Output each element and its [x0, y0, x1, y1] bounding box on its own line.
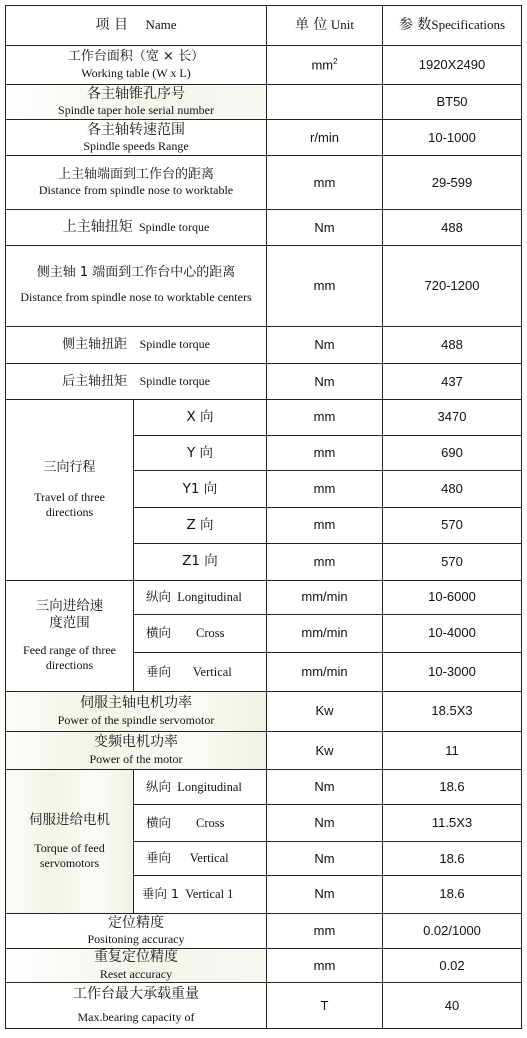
row-name-zh: 侧主轴扭距	[62, 337, 128, 353]
row-spec: 18.6	[383, 842, 522, 876]
travel-direction: Z1 向	[134, 544, 267, 580]
servo-direction	[134, 876, 267, 913]
row-unit: mm	[267, 949, 383, 983]
row-unit: mm	[267, 507, 383, 543]
travel-direction: Z 向	[134, 507, 267, 543]
row-unit: Nm	[267, 804, 383, 841]
row-spec: 10-3000	[383, 653, 522, 691]
row-name-zh: 工作台面积（宽 × 长）	[67, 49, 205, 65]
row-spec: 0.02	[383, 949, 522, 983]
row-name-en: Power of the spindle servomotor	[57, 712, 215, 727]
feed-direction	[134, 580, 267, 614]
row-unit: mm	[267, 246, 383, 327]
row-spec: 570	[383, 544, 522, 580]
row-name-zh: 各主轴锥孔序号	[87, 85, 185, 102]
row-unit: mm/min	[267, 653, 383, 691]
row-name-en: Power of the motor	[89, 751, 183, 766]
row-unit: Nm	[267, 876, 383, 913]
row-spec: 29-599	[383, 156, 522, 210]
row-spec: 3470	[383, 399, 522, 435]
row-name-zh: 各主轴转速范围	[87, 121, 185, 138]
row-unit: mm	[267, 399, 383, 435]
row-spec: 1920X2490	[383, 46, 522, 84]
row-name-cell	[6, 691, 267, 731]
servo-dir-zh: 垂向 1	[142, 886, 179, 902]
table-row	[6, 209, 522, 245]
row-unit: Nm	[267, 209, 383, 245]
row-name-cell	[6, 209, 267, 245]
table-row	[6, 327, 522, 364]
travel-zh: 三向行程	[43, 459, 96, 475]
feed-zh: 三向进给速度范围	[35, 597, 104, 631]
feed-dir-zh: 横向	[146, 625, 172, 641]
row-unit: mm	[267, 544, 383, 580]
row-name-en: Distance from spindle nose to worktable centers	[20, 289, 252, 304]
row-unit: mm	[267, 913, 383, 948]
header-item-zh: 项 目	[95, 16, 128, 33]
row-unit: mm/min	[267, 580, 383, 614]
feed-dir-en: Longitudinal	[177, 589, 242, 604]
row-name-cell	[6, 364, 267, 399]
travel-direction: X 向	[134, 399, 267, 435]
feed-group-cell	[6, 580, 134, 691]
row-name-cell	[6, 731, 267, 769]
header-spec-zh: 参 数	[398, 16, 432, 33]
row-spec: 18.6	[383, 770, 522, 804]
row-name-en: Reset accuracy	[99, 966, 173, 981]
table-row	[6, 120, 522, 156]
row-name-cell	[6, 156, 267, 210]
row-unit: r/min	[267, 120, 383, 156]
header-spec-en: Specifications	[431, 16, 506, 32]
header-spec-cell	[383, 6, 522, 46]
servo-group-cell	[6, 770, 134, 913]
header-unit-zh: 单 位	[294, 16, 328, 33]
row-spec: BT50	[383, 84, 522, 119]
feed-dir-en: Cross	[196, 626, 225, 641]
servo-dir-en: Longitudinal	[177, 779, 242, 794]
feed-dir-zh: 纵向	[146, 588, 172, 604]
row-spec: 488	[383, 327, 522, 364]
table-row	[6, 913, 522, 948]
row-spec: 10-4000	[383, 614, 522, 652]
table-row	[6, 949, 522, 983]
row-unit: Kw	[267, 691, 383, 731]
row-unit: T	[267, 983, 383, 1029]
row-unit: mm	[267, 436, 383, 471]
row-name-zh: 伺服主轴电机功率	[80, 695, 192, 712]
row-name-zh: 工作台最大承载重量	[73, 986, 199, 1003]
table-row	[6, 364, 522, 399]
header-unit-en: Unit	[330, 16, 355, 32]
servo-dir-zh: 横向	[146, 814, 172, 830]
row-name-zh: 后主轴扭矩	[62, 373, 128, 389]
row-name-cell	[6, 120, 267, 156]
servo-dir-en: Vertical	[189, 851, 229, 866]
row-spec: 11	[383, 731, 522, 769]
row-unit: Kw	[267, 731, 383, 769]
feed-dir-zh: 垂向	[146, 663, 172, 679]
table-row	[6, 46, 522, 84]
row-name-en: Spindle speeds Range	[83, 139, 189, 154]
travel-direction: Y 向	[134, 436, 267, 471]
feed-dir-en: Vertical	[192, 664, 232, 679]
table-row	[6, 580, 522, 614]
row-name-zh: 定位精度	[108, 914, 164, 931]
row-unit: mm/min	[267, 614, 383, 652]
row-unit: mm	[267, 471, 383, 507]
row-unit: Nm	[267, 842, 383, 876]
row-name-zh: 重复定位精度	[94, 949, 178, 966]
row-name-zh: 变频电机功率	[94, 734, 178, 751]
table-row	[6, 246, 522, 327]
row-name-en: Spindle torque	[139, 337, 210, 352]
servo-direction	[134, 804, 267, 841]
servo-direction	[134, 770, 267, 804]
header-row	[6, 6, 522, 46]
row-spec: 690	[383, 436, 522, 471]
servo-zh: 伺服进给电机	[29, 812, 110, 829]
header-item-en: Name	[145, 16, 177, 32]
row-unit	[267, 84, 383, 119]
row-name-en: Positoning accuracy	[87, 932, 185, 947]
row-unit: $mm^2$	[267, 46, 383, 84]
row-name-cell	[6, 949, 267, 983]
table-row	[6, 770, 522, 804]
row-name-cell	[6, 983, 267, 1029]
row-name-en: Working table (W x L)	[81, 65, 191, 80]
row-spec: 720-1200	[383, 246, 522, 327]
row-spec: 0.02/1000	[383, 913, 522, 948]
row-name-cell	[6, 84, 267, 119]
row-spec: 480	[383, 471, 522, 507]
row-spec: 437	[383, 364, 522, 399]
table-row	[6, 731, 522, 769]
table-row	[6, 84, 522, 119]
row-spec: 40	[383, 983, 522, 1029]
servo-direction	[134, 842, 267, 876]
row-spec: 488	[383, 209, 522, 245]
table-row	[6, 983, 522, 1029]
row-name-en: Distance from spindle nose to worktable	[38, 183, 234, 198]
travel-en: Travel of three directions	[34, 489, 105, 519]
header-item-cell	[6, 6, 267, 46]
row-name-en: Spindle torque	[139, 373, 210, 388]
row-spec: 10-1000	[383, 120, 522, 156]
row-unit: mm	[267, 156, 383, 210]
row-unit: Nm	[267, 364, 383, 399]
row-name-zh: 侧主轴 1 端面到工作台中心的距离	[36, 265, 236, 281]
row-name-zh: 上主轴端面到工作台的距离	[57, 167, 214, 183]
specifications-table	[5, 5, 522, 1029]
travel-direction: Y1 向	[134, 471, 267, 507]
feed-direction	[134, 614, 267, 652]
servo-dir-zh: 纵向	[146, 778, 172, 794]
specifications-table-sheet	[5, 5, 521, 1029]
table-row	[6, 156, 522, 210]
servo-dir-en: Cross	[196, 815, 225, 830]
feed-direction	[134, 653, 267, 691]
row-name-cell	[6, 46, 267, 84]
row-spec: 18.5X3	[383, 691, 522, 731]
row-name-en: Spindle taper hole serial number	[58, 103, 214, 118]
row-spec: 18.6	[383, 876, 522, 913]
row-name-en: Spindle torque	[138, 219, 210, 234]
servo-dir-zh: 垂向	[146, 850, 172, 866]
row-spec: 10-6000	[383, 580, 522, 614]
header-unit-cell	[267, 6, 383, 46]
row-name-cell	[6, 913, 267, 948]
travel-group-cell	[6, 399, 134, 580]
servo-en: Torque of feed servomotors	[34, 840, 105, 870]
row-name-cell	[6, 327, 267, 364]
row-name-zh: 上主轴扭矩	[62, 218, 133, 235]
servo-dir-en: Vertical 1	[185, 887, 234, 902]
row-unit: Nm	[267, 327, 383, 364]
row-name-cell	[6, 246, 267, 327]
feed-en: Feed range of three directions	[23, 643, 116, 673]
row-name-en: Max.bearing capacity of	[77, 1009, 195, 1024]
row-spec: 11.5X3	[383, 804, 522, 841]
row-spec: 570	[383, 507, 522, 543]
table-row	[6, 399, 522, 435]
table-row	[6, 691, 522, 731]
row-unit: Nm	[267, 770, 383, 804]
